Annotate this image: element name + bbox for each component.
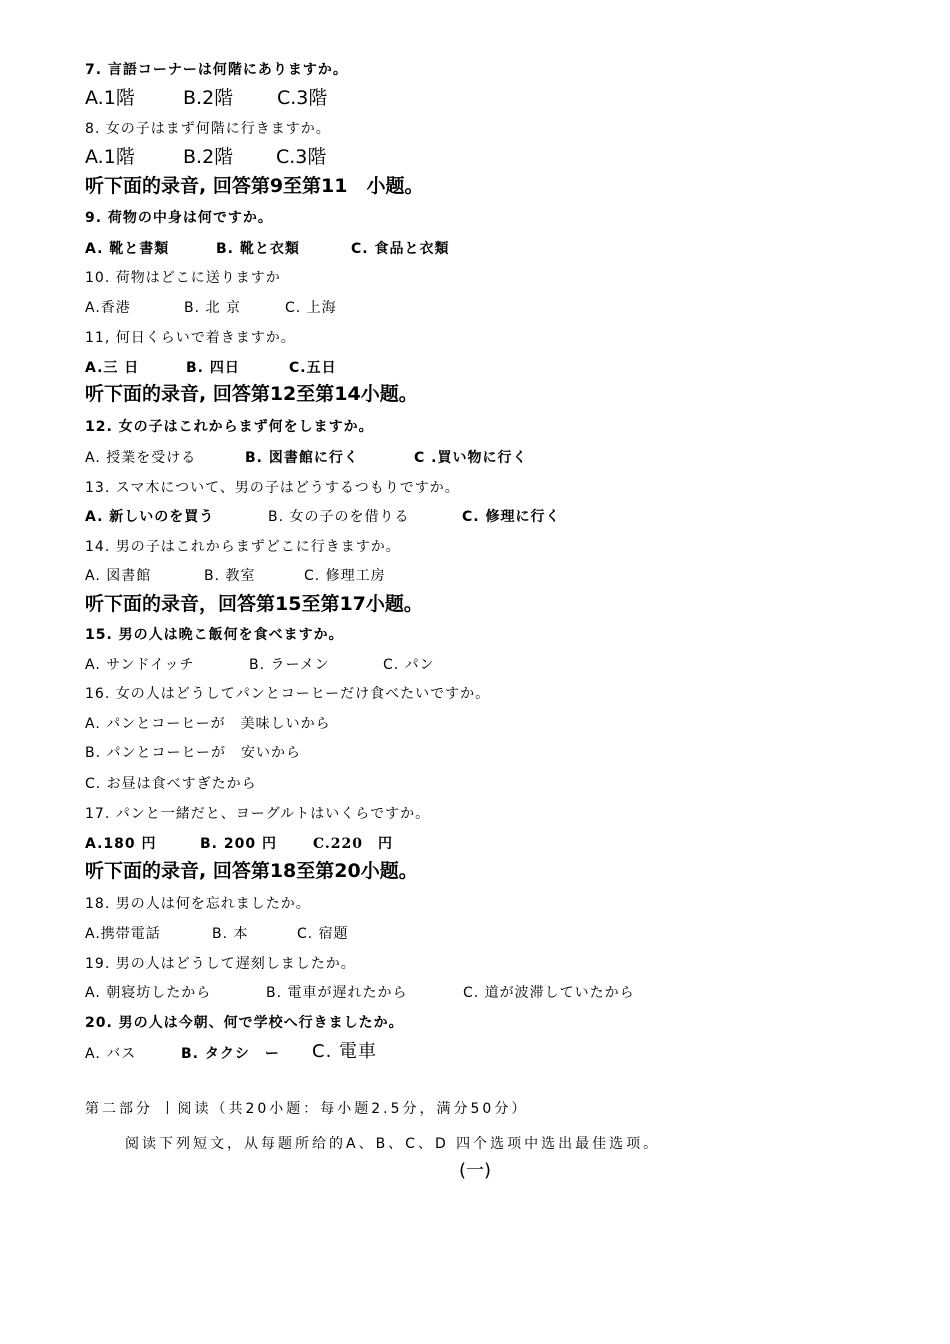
options-15 [85,658,485,678]
option-c: C.3階 [277,87,328,109]
option-b: B.2階 [183,146,234,168]
options-20 [85,1041,485,1069]
question-11: 11, 何日くらいで着きますか。 [85,330,296,346]
option-b: B. タクシ ー [181,1046,280,1062]
options-9 [85,242,585,262]
option-c: C. パン [383,657,435,673]
option-a: A.三 日 [85,360,140,376]
option-b: B. 電車が遅れたから [266,985,408,1001]
option-b: B. 本 [212,926,249,942]
question-17: 17. パンと一緒だと、ヨーグルトはいくらですか。 [85,806,431,822]
question-15: 15. 男の人は晩こ飯何を食べますか。 [85,627,344,643]
option-c: C. 電車 [312,1041,378,1062]
section-heading-4: 听下面的录音, 回答第18至第20小题。 [85,860,418,882]
subsection-title: (一) [458,1160,492,1181]
option-c: C.五日 [289,360,337,376]
question-20: 20. 男の人は今朝、何で学校へ行きましたか。 [85,1015,404,1031]
option-a: A. 朝寝坊したから [85,985,212,1001]
options-18 [85,927,485,947]
options-14 [85,569,485,589]
question-13: 13. スマ木について、男の子はどうするつもりですか。 [85,480,460,496]
section-heading-1: 听下面的录音, 回答第9至第11 小题。 [85,175,424,197]
option-a: A. サンドイッチ [85,657,195,673]
question-14: 14. 男の子はこれからまずどこに行きますか。 [85,539,401,555]
question-8: 8. 女の子はまず何階に行きますか。 [85,121,331,137]
options-11 [85,361,485,381]
option-a: A. バス [85,1046,137,1062]
option-c: C. 宿題 [297,926,349,942]
option-c: C. 食品と衣類 [351,241,450,257]
option-a: A. 靴と書類 [85,241,170,257]
option-a: A.1階 [85,87,135,109]
question-18: 18. 男の人は何を忘れましたか。 [85,896,311,912]
question-7: 7. 言語コーナーは何階にありますか。 [85,62,348,78]
option-c: C .買い物に行く [414,450,528,466]
options-8 [85,148,485,172]
option-b: B. ラーメン [249,657,330,673]
option-b: B. 教室 [204,568,256,584]
question-10: 10. 荷物はどこに送りますか [85,270,281,286]
question-9: 9. 荷物の中身は何ですか。 [85,210,273,226]
question-19: 19. 男の人はどうして遅刻しましたか。 [85,956,356,972]
option-b: B. 女の子のを借りる [268,509,410,525]
option-b: B. 靴と衣類 [216,241,300,257]
option-c: C.3階 [276,146,327,168]
option-a-16: A. パンとコーヒーが 美味しいから [85,716,331,732]
option-c: C. 上海 [285,300,337,316]
option-c: C. 道が波滞していたから [463,985,635,1001]
option-b: B. 四日 [186,360,240,376]
options-17 [85,837,485,857]
option-a: A. 図書館 [85,568,152,584]
option-b: B. 図書館に行く [245,450,359,466]
option-a: A.携帯電話 [85,926,161,942]
option-c: C. 修理に行く [462,509,561,525]
question-12: 12. 女の子はこれからまず何をしますか。 [85,419,374,435]
options-19 [85,986,705,1006]
part-two-heading: 第二部分 丨阅读（共20小题：每小题2.5分，满分50分） [85,1101,529,1117]
options-10 [85,301,485,321]
options-7 [85,89,485,113]
option-c: C. 修理工房 [304,568,386,584]
option-a: A. 授業を受ける [85,450,197,466]
option-a: A.1階 [85,146,135,168]
option-b: B. 北 京 [184,300,241,316]
options-12 [85,451,605,471]
option-b-16: B. パンとコーヒーが 安いから [85,745,301,761]
option-b: B.2階 [183,87,234,109]
reading-instruction: 阅读下列短文，从每题所给的A、B、C、D 四个选项中选出最佳选项。 [125,1136,661,1152]
options-13 [85,510,605,530]
question-16: 16. 女の人はどうしてパンとコーヒーだけ食べたいですか。 [85,686,491,702]
option-a: A.香港 [85,300,131,316]
section-heading-2: 听下面的录音, 回答第12至第14小题。 [85,383,418,405]
option-b: B. 200 円 [200,836,277,852]
option-c-16: C. お昼は食べすぎたから [85,776,257,792]
option-a: A. 新しいのを買う [85,509,215,525]
option-a: A.180 円 [85,836,157,852]
option-c: C.220 円 [313,836,393,852]
section-heading-3: 听下面的录音，回答第15至第17小题。 [85,593,423,615]
